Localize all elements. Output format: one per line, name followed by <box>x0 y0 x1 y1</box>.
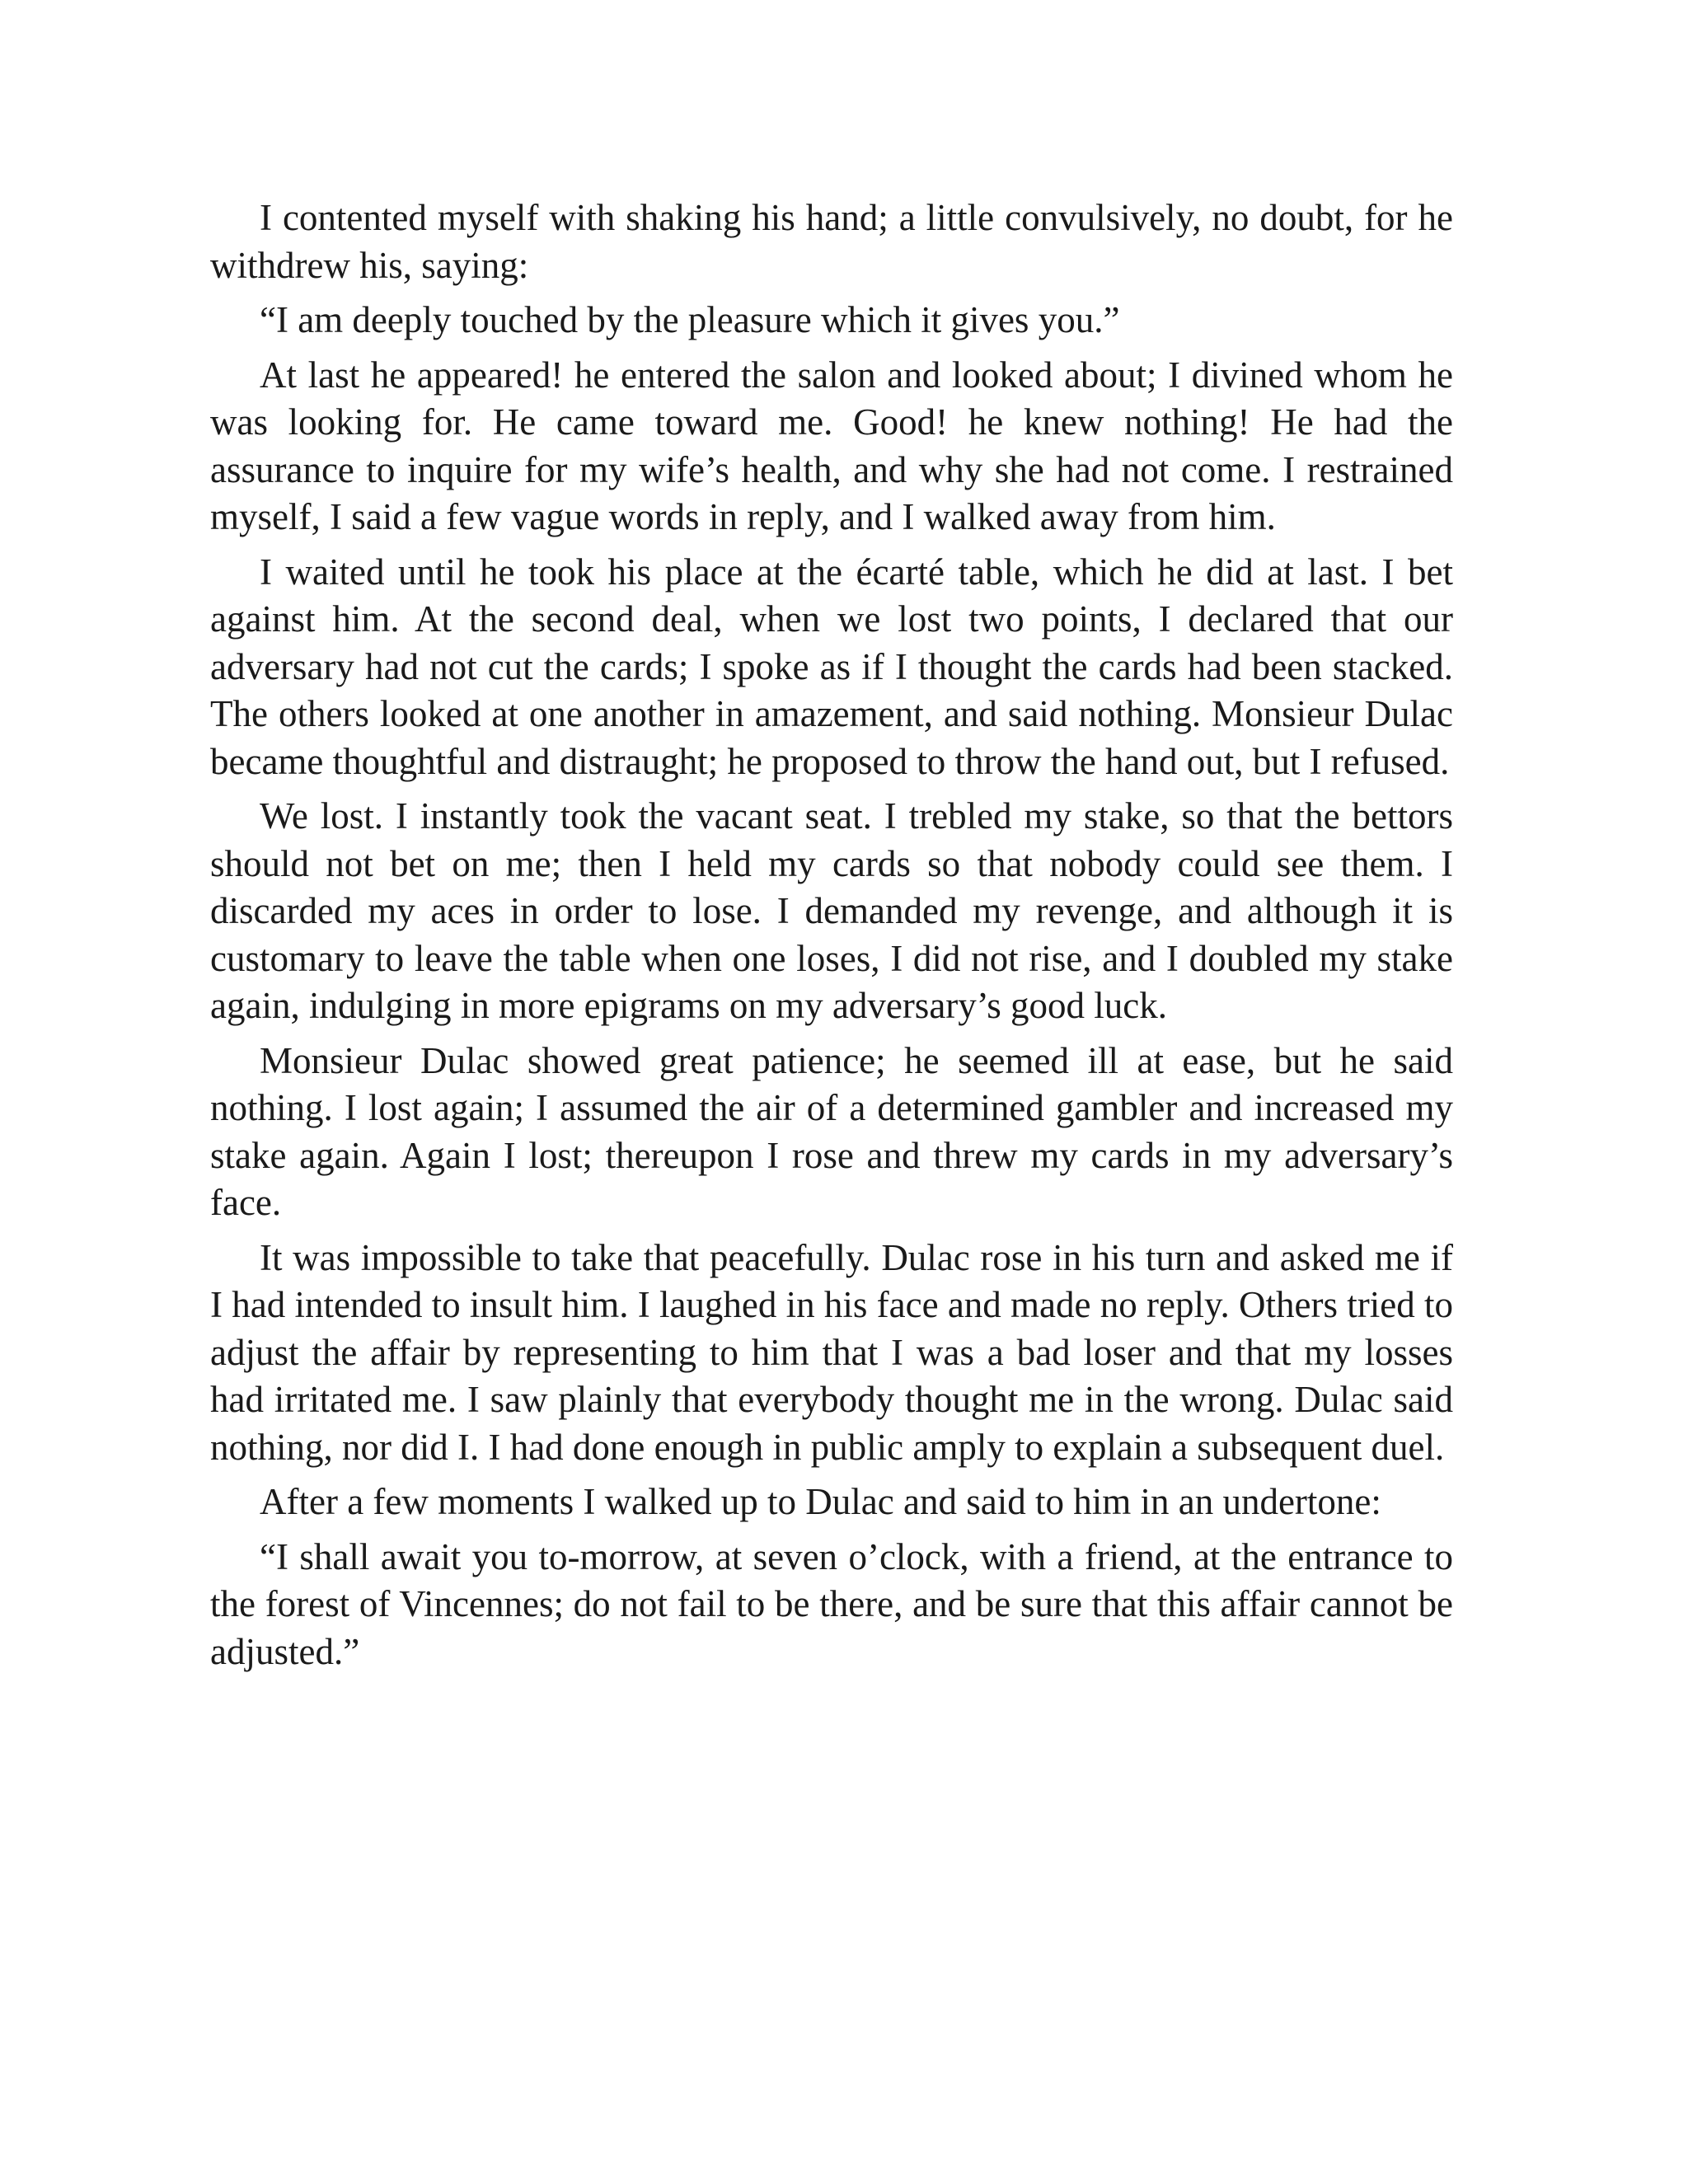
paragraph: Monsieur Dulac showed great patience; he seemed ill at ease, but he said nothing. I lost again; I assumed the air of a determined gambler and increased my stake again. Again I lost; thereupon I rose and threw my cards in my adversary’s face. <box>210 1039 1453 1223</box>
paragraph: We lost. I instantly took the vacant seat. I trebled my stake, so that the bettors should not bet on me; then I held my cards so that nobody could see them. I discarded my aces in order to lose. I demanded my revenge, and although it is customary to leave the table when one loses, I did not rise, and I doubled my stake again, indulging in more epigrams on my adversary’s good luck. <box>210 795 1453 1026</box>
paragraph: It was impossible to take that peacefully. Dulac rose in his turn and asked me if I had intended to insult him. I laughed in his face and made no reply. Others tried to adjust the affair by representing to him that I was a bad loser and that my losses had irritated me. I saw plainly that everybody thought me in the wrong. Dulac said nothing, nor did I. I had done enough in public amply to explain a subsequent duel. <box>210 1236 1453 1468</box>
paragraph: After a few moments I walked up to Dulac and said to him in an undertone: <box>260 1481 1381 1522</box>
paragraph: At last he appeared! he entered the salon and looked about; I divined whom he was looking for. He came toward me. Good! he knew nothing! He had the assurance to inquire for my wife’s health, and why she had not come. I restrained myself, I said a few vague words in reply, and I walked away from him. <box>210 354 1453 537</box>
paragraph: I waited until he took his place at the écarté table, which he did at last. I bet against him. At the second deal, when we lost two points, I declared that our adversary had not cut the cards; I spoke as if I thought the cards had been stacked. The others looked at one another in amazement, and said nothing. Monsieur Dulac became thoughtful and distraught; he proposed to throw the hand out, but I refused. <box>210 551 1453 782</box>
paragraph: “I am deeply touched by the pleasure which it gives you.” <box>260 299 1120 340</box>
paragraph: I contented myself with shaking his hand; a little convulsively, no doubt, for he withdrew his, saying: <box>210 197 1453 286</box>
page-body <box>210 194 1453 1683</box>
paragraph: “I shall await you to-morrow, at seven o’clock, with a friend, at the entrance to the forest of Vincennes; do not fail to be there, and be sure that this affair cannot be adjusted.” <box>210 1535 1453 1672</box>
